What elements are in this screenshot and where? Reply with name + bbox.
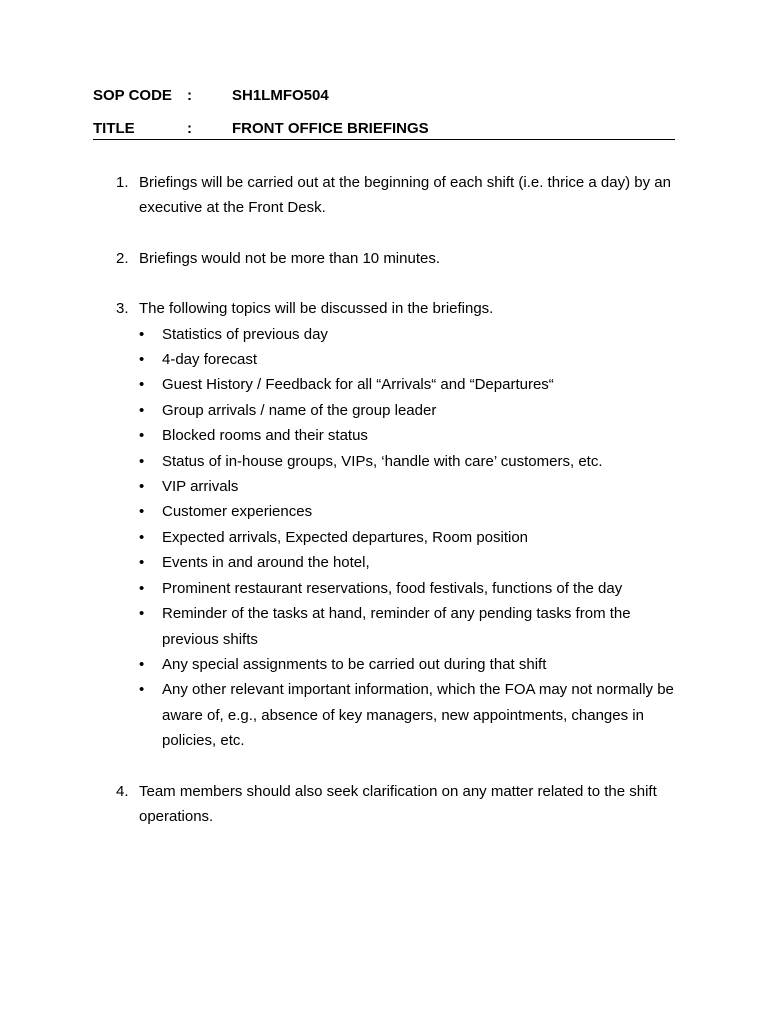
bullet-icon: •: [139, 655, 145, 673]
item-number: 3.: [116, 300, 129, 318]
sop-code-label: SOP CODE: [93, 87, 172, 104]
list-item: • Statistics of previous day: [139, 322, 683, 347]
sop-header: [93, 86, 675, 139]
item-number: 1.: [116, 174, 129, 191]
list-item: • Reminder of the tasks at hand, reminder of any pending tasks from the previous shifts: [139, 601, 683, 652]
bullet-icon: •: [139, 325, 145, 343]
topics-bullet-list: [139, 322, 683, 754]
list-item: • Status of in-house groups, VIPs, ‘handle with care’ customers, etc.: [139, 449, 683, 474]
list-item: • Blocked rooms and their status: [139, 423, 683, 448]
list-item: • Guest History / Feedback for all “Arrivals“ and “Departures“: [139, 372, 683, 397]
item-text: Team members should also seek clarification on any matter related to the shift operations.: [139, 782, 657, 825]
item-number: 2.: [116, 249, 129, 267]
bullet-icon: •: [139, 681, 145, 699]
list-item: • Customer experiences: [139, 499, 683, 524]
bullet-icon: •: [139, 478, 145, 496]
item-text: The following topics will be discussed in the briefings.: [139, 300, 494, 318]
procedure-item-2: [93, 246, 683, 271]
bullet-icon: •: [139, 528, 145, 546]
procedure-item-1: [93, 170, 683, 221]
procedure-list: [93, 170, 683, 829]
list-item: • Expected arrivals, Expected departures, Room position: [139, 525, 683, 550]
title-row: [93, 119, 675, 139]
bullet-icon: •: [139, 503, 145, 521]
bullet-icon: •: [139, 351, 145, 369]
bullet-icon: •: [139, 376, 145, 394]
title-value: FRONT OFFICE BRIEFINGS: [232, 120, 429, 137]
item-text: Briefings will be carried out at the beginning of each shift (i.e. thrice a day) by an executive at the Front Desk.: [139, 174, 671, 217]
list-item: • Events in and around the hotel,: [139, 550, 683, 575]
bullet-icon: •: [139, 605, 145, 623]
bullet-icon: •: [139, 401, 145, 419]
bullet-icon: •: [139, 579, 145, 597]
sop-code-row: [93, 86, 675, 106]
list-item: • Prominent restaurant reservations, food festivals, functions of the day: [139, 576, 683, 601]
procedure-item-3: [93, 296, 683, 753]
title-colon: :: [187, 120, 192, 137]
bullet-icon: •: [139, 554, 145, 572]
sop-code-colon: :: [187, 87, 192, 104]
item-text: Briefings would not be more than 10 minutes.: [139, 249, 441, 267]
bullet-icon: •: [139, 452, 145, 470]
procedure-item-4: [93, 779, 683, 830]
list-item: • VIP arrivals: [139, 474, 683, 499]
item-number: 4.: [116, 782, 129, 800]
sop-code-value: SH1LMFO504: [232, 87, 329, 104]
list-item: • 4-day forecast: [139, 347, 683, 372]
list-item: • Group arrivals / name of the group leader: [139, 398, 683, 423]
bullet-icon: •: [139, 427, 145, 445]
title-label: TITLE: [93, 120, 135, 137]
list-item: • Any other relevant important information, which the FOA may not normally be aware of, e.g., absence of key managers, new appointments, changes in policies, etc.: [139, 677, 683, 753]
list-item: • Any special assignments to be carried out during that shift: [139, 652, 683, 677]
header-divider: [93, 139, 675, 140]
